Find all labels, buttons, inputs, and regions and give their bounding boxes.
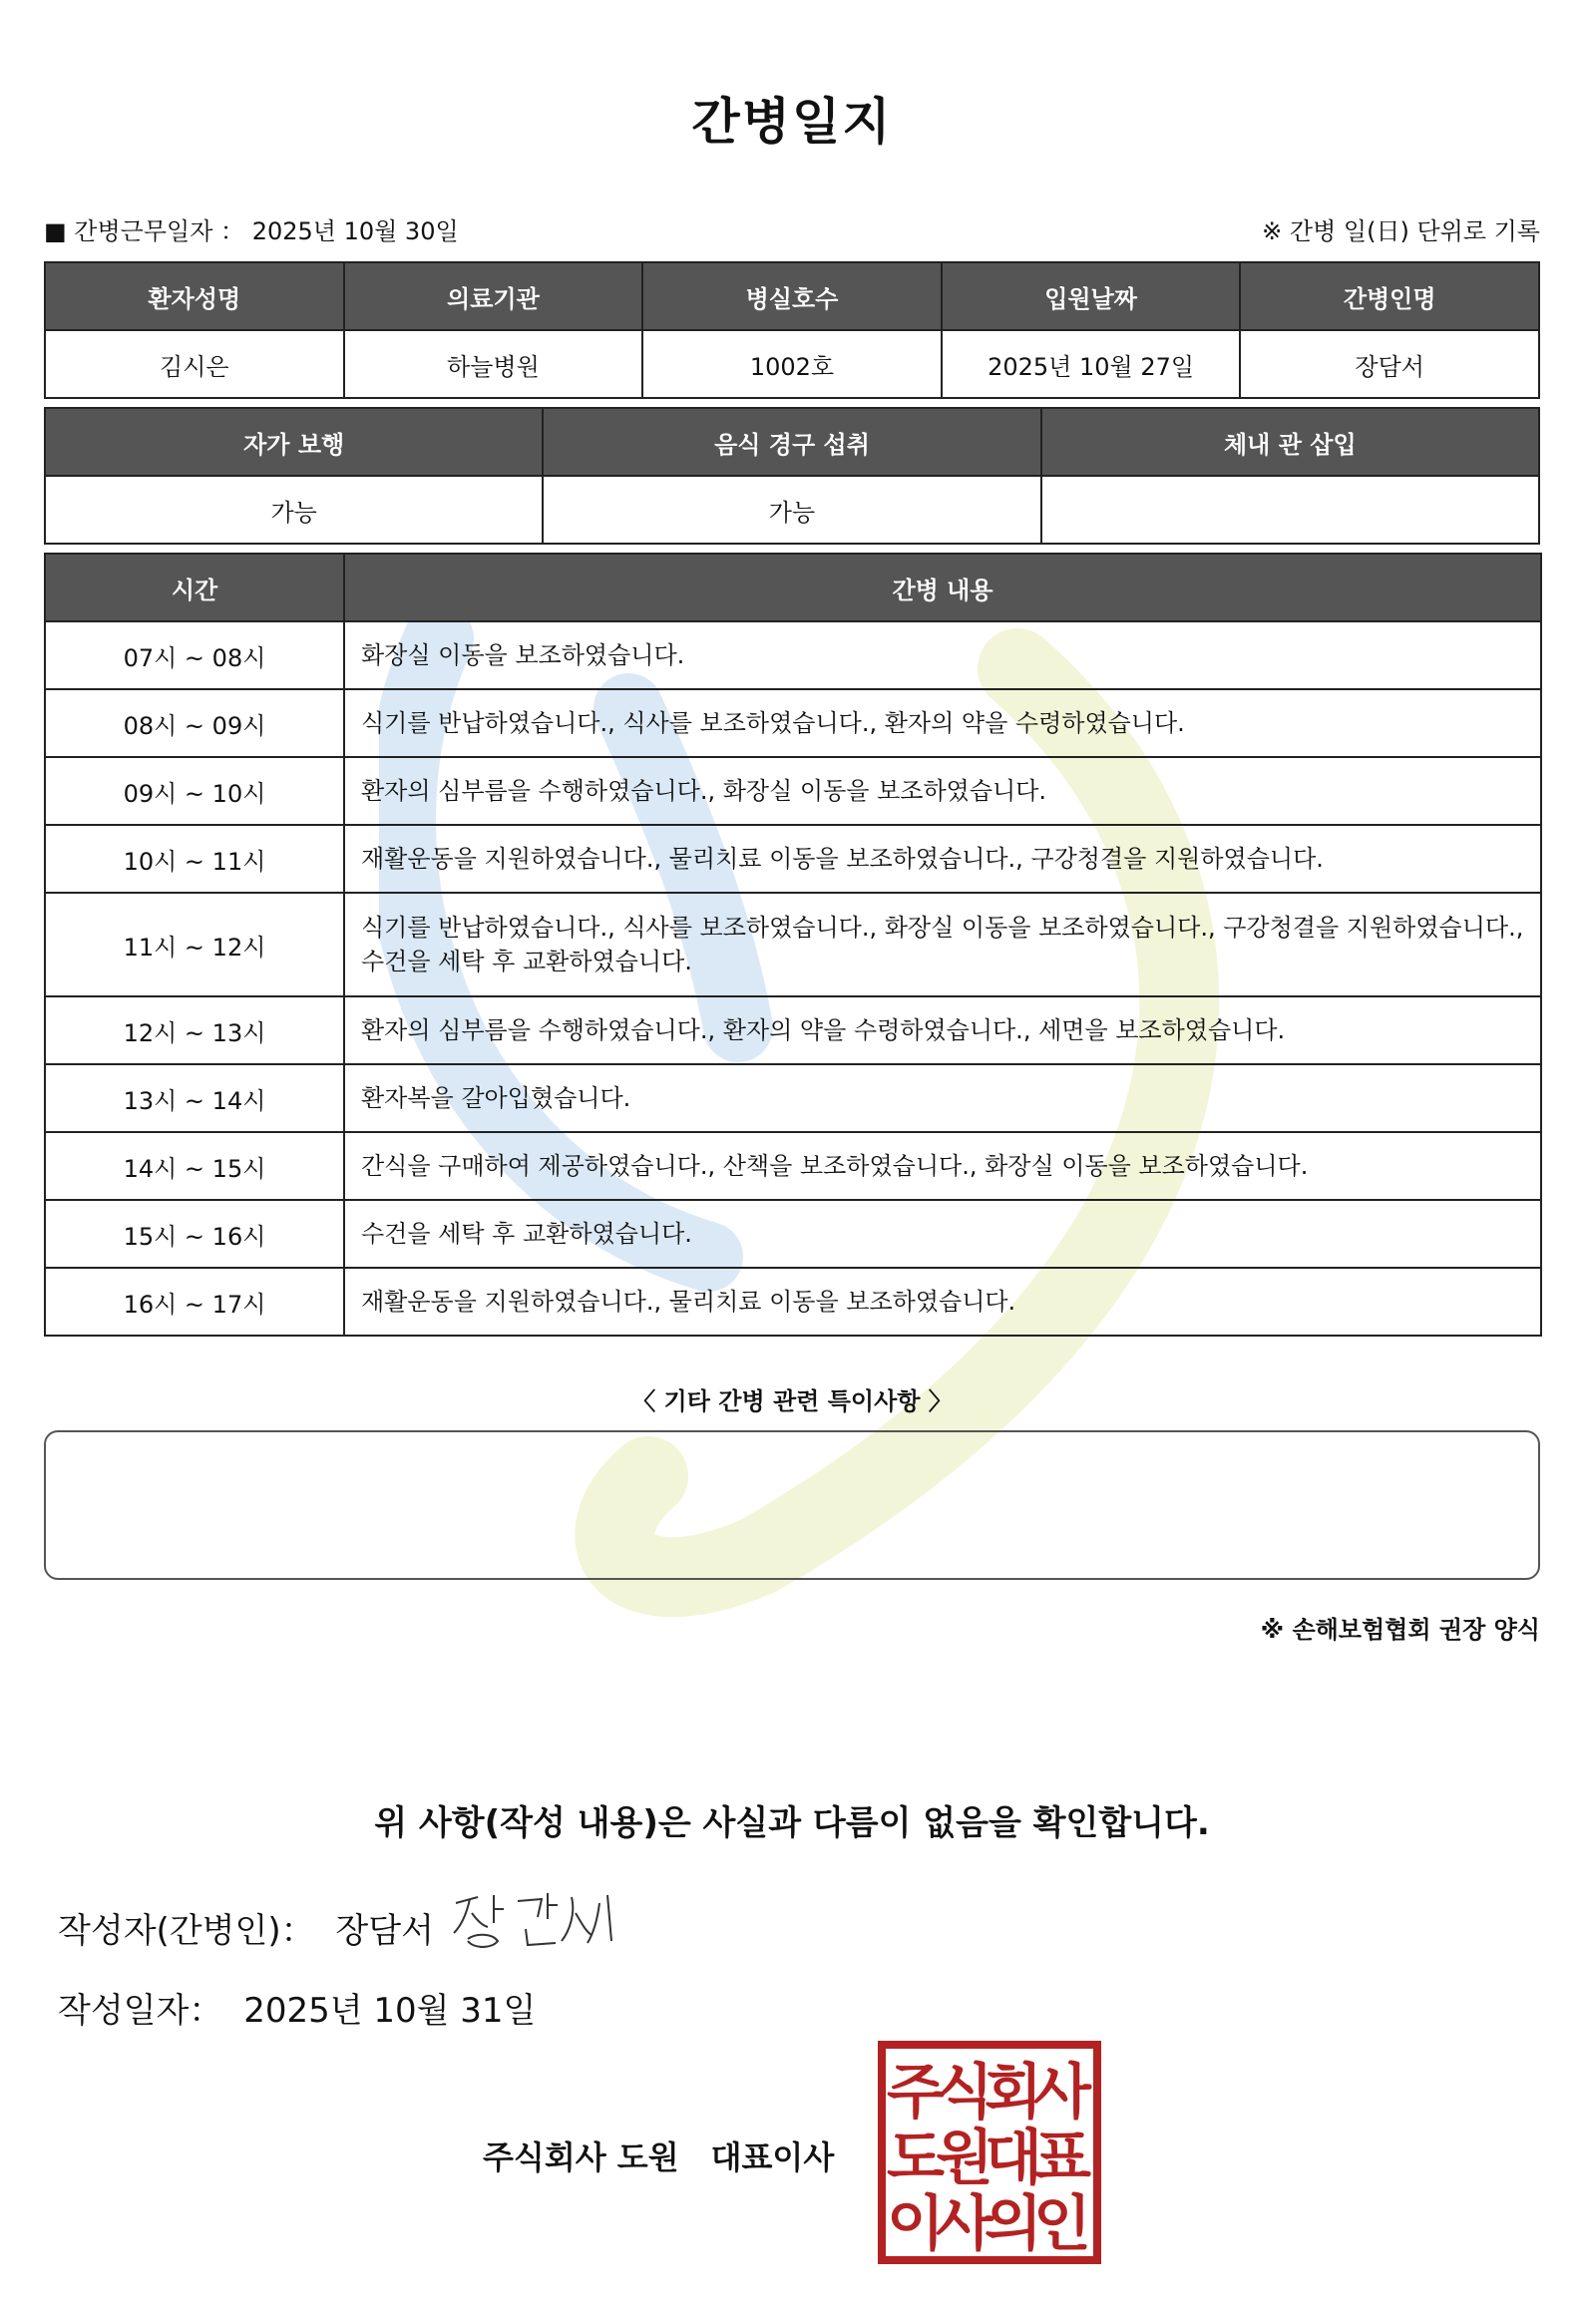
recommend-note: ※ 손해보험협회 권장 양식 [1260, 1616, 1540, 1644]
svg-text:이: 이 [887, 2189, 945, 2259]
table-header-row [45, 408, 1539, 476]
table-row [45, 330, 1539, 398]
log-time: 15시 ~ 16시 [45, 1200, 344, 1268]
notes-box [44, 1430, 1540, 1580]
patient-info-table [44, 261, 1540, 399]
svg-text:인: 인 [1033, 2189, 1091, 2259]
svg-text:주: 주 [887, 2058, 945, 2128]
work-date-label: ■ 간병근무일자 ： [44, 217, 245, 245]
svg-text:사: 사 [936, 2189, 993, 2259]
table-row [45, 996, 1541, 1064]
walking-status: 가능 [45, 476, 543, 544]
table-header-row [45, 554, 1541, 621]
header-walking: 자가 보행 [45, 408, 543, 476]
meta-row [44, 211, 1540, 247]
log-content: 수건을 세탁 후 교환하였습니다. [344, 1200, 1541, 1268]
seal-stamp-icon [878, 2041, 1101, 2264]
svg-text:회: 회 [985, 2058, 1042, 2128]
table-row [45, 893, 1541, 996]
svg-text:사: 사 [1033, 2058, 1091, 2128]
log-time: 13시 ~ 14시 [45, 1064, 344, 1132]
log-time: 10시 ~ 11시 [45, 825, 344, 893]
log-content: 환자의 심부름을 수행하였습니다., 환자의 약을 수령하였습니다., 세면을 보조하였습니다. [344, 996, 1541, 1064]
log-content: 재활운동을 지원하였습니다., 물리치료 이동을 보조하였습니다., 구강청결을 지원하였습니다. [344, 825, 1541, 893]
write-date-value: 2025년 10월 31일 [243, 1991, 537, 2031]
write-date-line [58, 1983, 536, 2032]
notes-title: 〈 기타 간병 관련 특이사항 〉 [631, 1387, 953, 1415]
care-log-table [44, 553, 1542, 1337]
svg-text:대: 대 [985, 2124, 1042, 2193]
confirm-statement: 위 사항(작성 내용)은 사실과 다름이 없음을 확인합니다. [374, 1803, 1210, 1843]
log-time: 16시 ~ 17시 [45, 1268, 344, 1336]
header-hospital: 의료기관 [344, 262, 643, 330]
table-row [45, 1132, 1541, 1200]
table-row [45, 1200, 1541, 1268]
header-caregiver-name: 간병인명 [1240, 262, 1539, 330]
company-name: 주식회사 도원 대표이사 [483, 2138, 835, 2176]
log-time: 08시 ~ 09시 [45, 689, 344, 757]
table-row [45, 757, 1541, 825]
log-content: 간식을 구매하여 제공하였습니다., 산책을 보조하였습니다., 화장실 이동을 보조하였습니다. [344, 1132, 1541, 1200]
header-admission-date: 입원날짜 [942, 262, 1241, 330]
document-title: 간병일지 [691, 93, 893, 151]
hospital-name: 하늘병원 [344, 330, 643, 398]
table-row [45, 1268, 1541, 1336]
header-room: 병실호수 [642, 262, 942, 330]
log-time: 12시 ~ 13시 [45, 996, 344, 1064]
log-content: 재활운동을 지원하였습니다., 물리치료 이동을 보조하였습니다. [344, 1268, 1541, 1336]
header-time: 시간 [45, 554, 344, 621]
oral-intake-status: 가능 [543, 476, 1040, 544]
table-row [45, 476, 1539, 544]
patient-name: 김시은 [45, 330, 344, 398]
writer-name: 장담서 [335, 1911, 434, 1951]
writer-label: 작성자(간병인)： [58, 1911, 315, 1951]
handwritten-signature [448, 1883, 637, 1953]
unit-note: ※ 간병 일(日) 단위로 기록 [1262, 217, 1540, 245]
log-content: 식기를 반납하였습니다., 식사를 보조하였습니다., 환자의 약을 수령하였습니다. [344, 689, 1541, 757]
patient-status-table [44, 407, 1540, 545]
log-content: 화장실 이동을 보조하였습니다. [344, 621, 1541, 689]
header-tube: 체내 관 삽입 [1041, 408, 1539, 476]
log-content: 환자복을 갈아입혔습니다. [344, 1064, 1541, 1132]
log-time: 14시 ~ 15시 [45, 1132, 344, 1200]
header-oral-intake: 음식 경구 섭취 [543, 408, 1040, 476]
admission-date: 2025년 10월 27일 [942, 330, 1241, 398]
work-date-value: 2025년 10월 30일 [251, 217, 459, 245]
log-content: 환자의 심부름을 수행하였습니다., 화장실 이동을 보조하였습니다. [344, 757, 1541, 825]
table-row [45, 689, 1541, 757]
table-header-row [45, 262, 1539, 330]
svg-text:원: 원 [936, 2124, 993, 2193]
log-time: 09시 ~ 10시 [45, 757, 344, 825]
writer-line [58, 1903, 434, 1952]
log-time: 07시 ~ 08시 [45, 621, 344, 689]
svg-text:식: 식 [936, 2058, 993, 2128]
table-row [45, 1064, 1541, 1132]
room-number: 1002호 [642, 330, 942, 398]
table-row [45, 621, 1541, 689]
log-time: 11시 ~ 12시 [45, 893, 344, 996]
company-seal [878, 2041, 1101, 2264]
svg-text:표: 표 [1033, 2124, 1091, 2193]
write-date-label: 작성일자： [58, 1991, 223, 2031]
log-content: 식기를 반납하였습니다., 식사를 보조하였습니다., 화장실 이동을 보조하였습니다., 구강청결을 지원하였습니다., 수건을 세탁 후 교환하였습니다. [344, 893, 1541, 996]
caregiver-name: 장담서 [1240, 330, 1539, 398]
table-row [45, 825, 1541, 893]
svg-text:도: 도 [887, 2124, 945, 2193]
tube-status [1041, 476, 1539, 544]
header-care-content: 간병 내용 [344, 554, 1541, 621]
svg-text:의: 의 [985, 2189, 1042, 2259]
header-patient-name: 환자성명 [45, 262, 344, 330]
work-date [44, 211, 459, 246]
